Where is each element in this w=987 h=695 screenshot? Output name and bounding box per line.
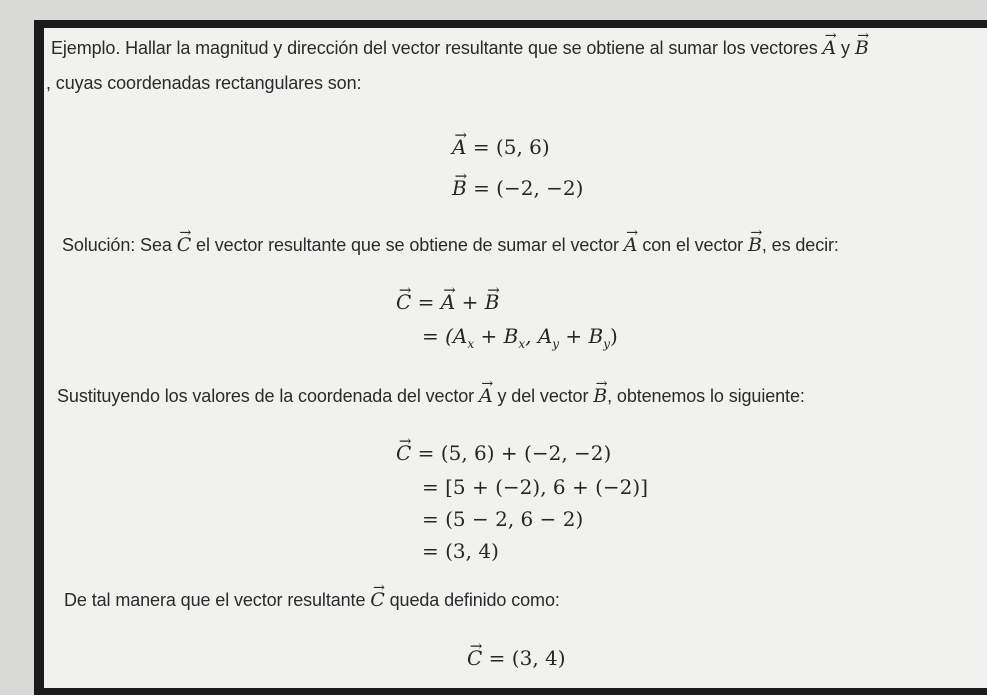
equation-subst-line-4: = (3, 4) [422,539,499,563]
eq-sub: x [518,337,526,351]
eq-line2-part: + B [565,324,604,348]
given-a-value: = (5, 6) [472,135,550,159]
given-b-value: = (−2, −2) [473,176,584,200]
conclusion-line [64,589,560,611]
vector-b-symbol: → B [748,234,762,256]
equation-sum-line-2 [422,324,618,351]
eq-b-symbol: → B [485,290,500,314]
given-a [452,135,550,159]
intro-line-2: , cuyas coordenadas rectangulares son: [46,73,362,93]
eq-line2-close: ) [610,324,618,348]
solution-text-3: con el vector [642,235,744,255]
vector-c-symbol: → C [177,234,191,256]
given-b [452,176,583,200]
equation-sum-line-1 [396,290,499,314]
vector-a-symbol: → A [479,385,493,407]
substitution-text-3: , obtenemos lo siguiente: [607,386,805,406]
equation-subst-line-1 [396,441,611,465]
vector-b-symbol: → B [855,37,869,59]
eq-line2-start: = (A [422,324,468,348]
eq-plus: + [461,290,479,314]
solution-text-2: el vector resultante que se obtiene de sumar el vector [196,235,619,255]
solution-line [62,234,839,256]
eq-equals: = [417,290,435,314]
eq-a-symbol: → A [441,290,455,314]
conclusion-text-1: De tal manera que el vector resultante [64,590,366,610]
solution-text-1: Solución: Sea [62,235,172,255]
equation-subst-line-3: = (5 − 2, 6 − 2) [422,507,584,531]
vector-a-symbol: → A [624,234,638,256]
result-c-symbol: → C [467,646,482,670]
eq-line2-part: + B [480,324,519,348]
given-b-symbol: → B [452,176,467,200]
vector-b-symbol: → B [593,385,607,407]
eq-sub: y [603,337,611,351]
eq-c-symbol: → C [396,290,411,314]
substitution-text-2: y del vector [497,386,589,406]
intro-text: Ejemplo. Hallar la magnitud y dirección del vector resultante que se obtiene al sumar los vectores [51,38,818,58]
conclusion-text-2: queda definido como: [389,590,560,610]
solution-text-4: , es decir: [761,235,839,255]
vector-c-symbol: → C [370,589,384,611]
result-value: = (3, 4) [488,646,566,670]
substitution-text-1: Sustituyendo los valores de la coordenada del vector [57,386,475,406]
substitution-line [57,385,805,407]
document-page [44,28,987,688]
equation-subst-line-2: = [5 + (−2), 6 + (−2)] [422,475,649,499]
intro-line-1 [51,37,869,59]
eq2-line1: = (5, 6) + (−2, −2) [417,441,612,465]
eq-line2-part: , A [525,324,553,348]
eq-sub: x [467,337,475,351]
eq-sub: y [552,337,560,351]
intro-conjunction: y [841,38,850,58]
eq2-c-symbol: → C [396,441,411,465]
final-result [467,646,566,670]
given-a-symbol: → A [452,135,466,159]
vector-a-symbol: → A [823,37,837,59]
